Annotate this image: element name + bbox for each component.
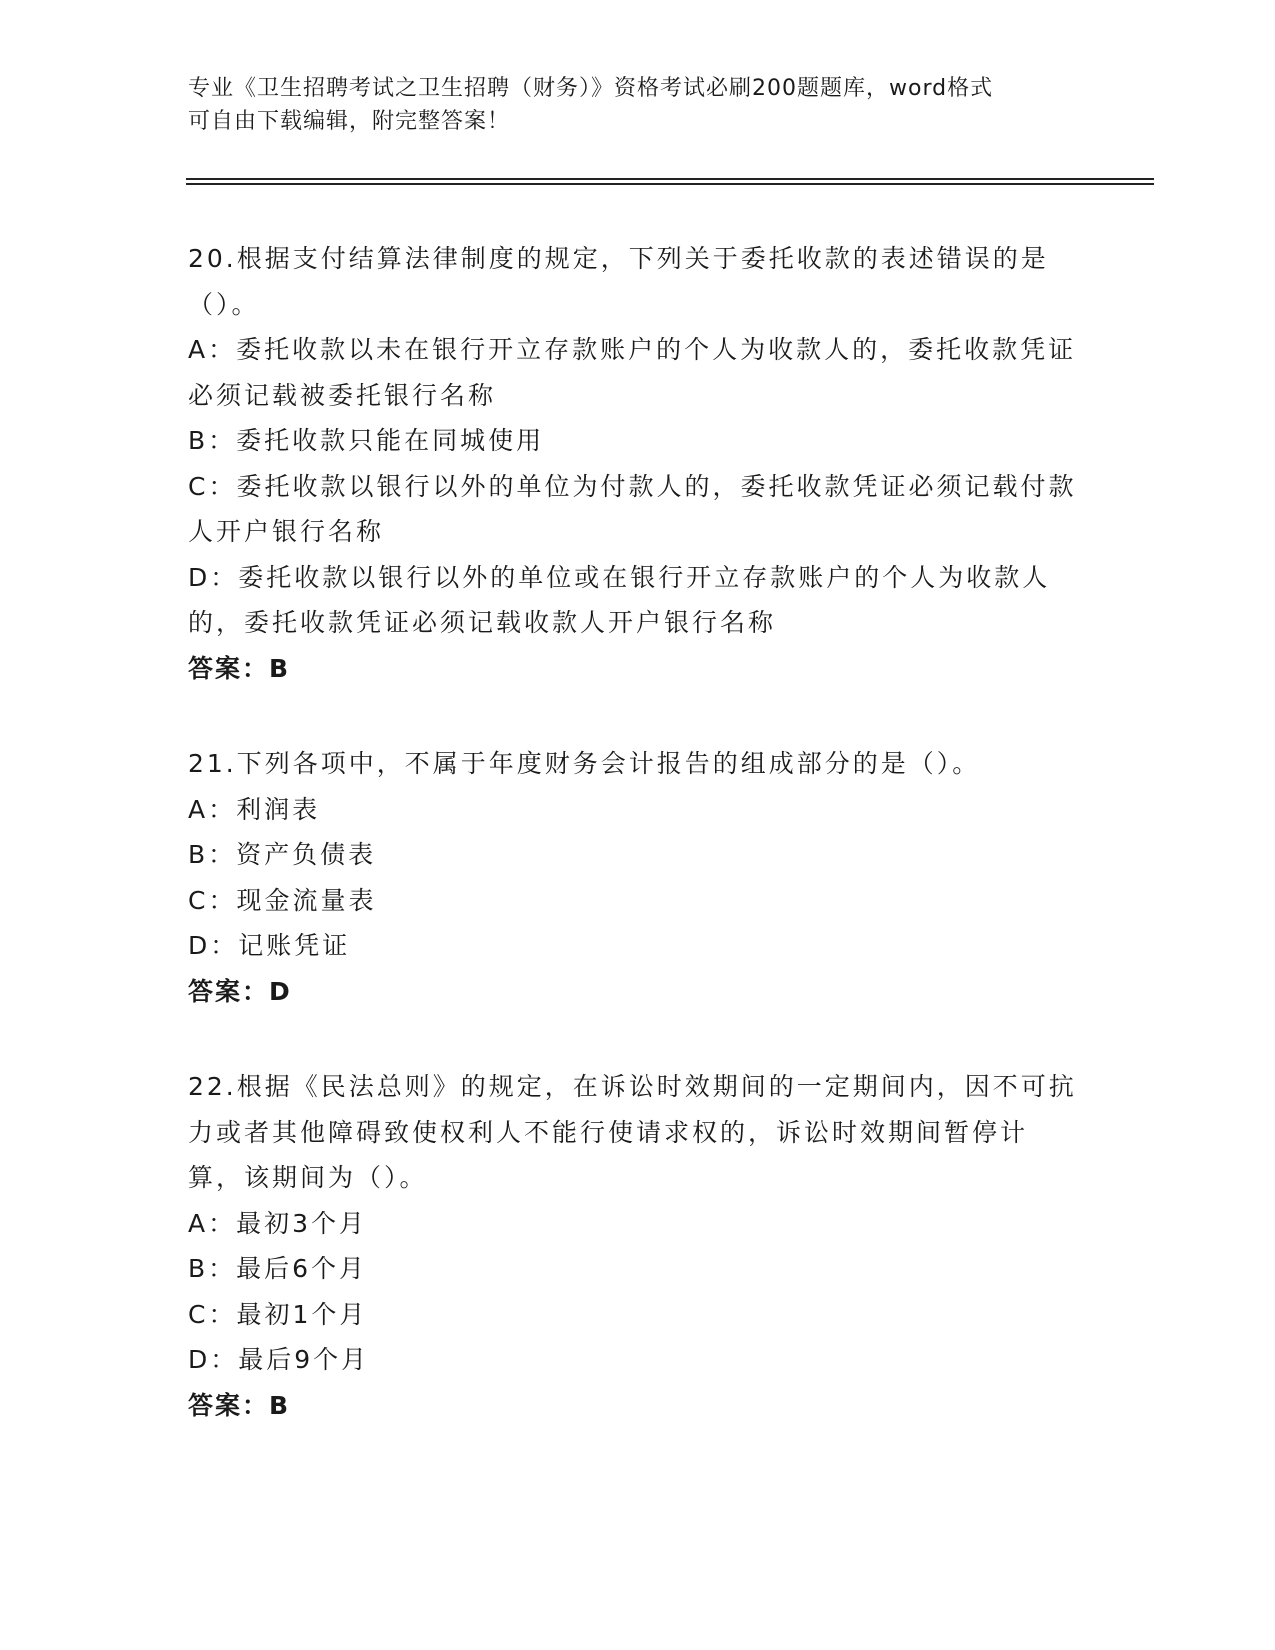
document-header <box>188 72 1068 138</box>
answer: 答案：B <box>188 1390 291 1420</box>
question-list <box>188 236 1078 1478</box>
option-b: B：最后6个月 <box>188 1254 368 1283</box>
option-a: A：利润表 <box>188 794 321 824</box>
question-22 <box>188 1064 1078 1428</box>
header-line-1: 专业《卫生招聘考试之卫生招聘（财务）》资格考试必刷200题题库，word格式 <box>188 76 994 101</box>
option-d: D：记账凭证 <box>188 931 351 960</box>
option-d: D：最后9个月 <box>188 1345 370 1374</box>
answer: 答案：B <box>188 653 291 683</box>
option-c: C：现金流量表 <box>188 885 377 915</box>
option-d: D：委托收款以银行以外的单位或在银行开立存款账户的个人为收款人的，委托收款凭证必须记载收款人开户银行名称 <box>188 562 1051 637</box>
question-stem: 20.根据支付结算法律制度的规定，下列关于委托收款的表述错误的是（）。 <box>188 244 1049 319</box>
question-stem: 21.下列各项中，不属于年度财务会计报告的组成部分的是（）。 <box>188 749 981 778</box>
option-b: B：资产负债表 <box>188 840 377 869</box>
question-20 <box>188 236 1078 691</box>
option-c: C：委托收款以银行以外的单位为付款人的，委托收款凭证必须记载付款人开户银行名称 <box>188 471 1077 546</box>
header-divider-top <box>186 178 1154 180</box>
question-stem: 22.根据《民法总则》的规定，在诉讼时效期间的一定期间内，因不可抗力或者其他障碍致使权利人不能行使请求权的，诉讼时效期间暂停计算，该期间为（）。 <box>188 1072 1077 1192</box>
option-a: A：委托收款以未在银行开立存款账户的个人为收款人的，委托收款凭证必须记载被委托银行名称 <box>188 335 1077 410</box>
option-c: C：最初1个月 <box>188 1299 368 1329</box>
option-b: B：委托收款只能在同城使用 <box>188 426 545 455</box>
question-21 <box>188 741 1078 1014</box>
header-divider-bottom <box>186 183 1154 185</box>
answer: 答案：D <box>188 976 292 1006</box>
header-line-2: 可自由下载编辑，附完整答案！ <box>188 109 511 134</box>
option-a: A：最初3个月 <box>188 1208 368 1238</box>
